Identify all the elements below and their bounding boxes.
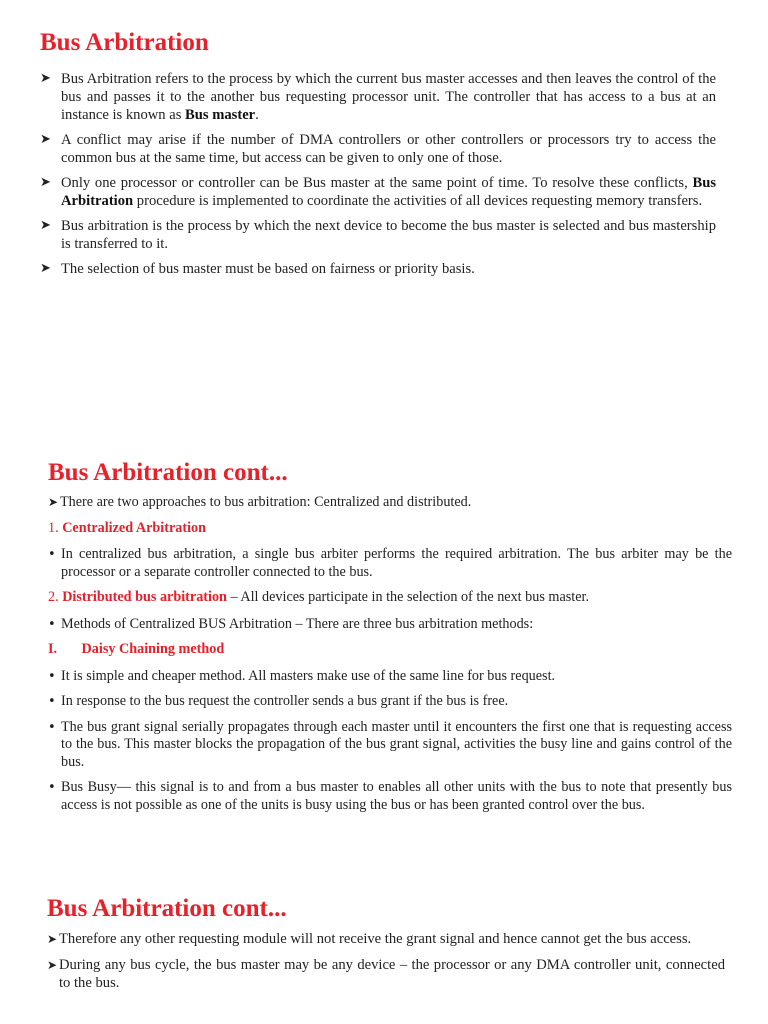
bold-term: Bus master xyxy=(185,107,256,123)
arrow-bullet-icon: ➤ xyxy=(48,495,59,509)
slide1-item-2: ➤ A conflict may arise if the number of DMA controllers or other controllers or processors try to access the common bus at the same time, but access can be given to only one of those. xyxy=(40,132,716,166)
slide3-list xyxy=(47,930,725,1000)
bold-term: Bus Arbitration xyxy=(61,175,716,209)
dot-bullet-icon: • xyxy=(48,668,56,684)
slide1-item-1: ➤ Bus Arbitration refers to the process by which the current bus master accesses and then leaves the control of the bus and passes it to the another bus requesting processor unit. The controller that has access to a bus at an instance is known as Bus master. xyxy=(40,71,716,123)
section-centralized: 1. Centralized Arbitration xyxy=(48,519,207,536)
arrow-bullet-icon: ➤ xyxy=(47,958,58,972)
list-item: • Methods of Centralized BUS Arbitration – There are three bus arbitration methods: xyxy=(48,615,534,632)
section-distributed: 2. Distributed bus arbitration – All devices participate in the selection of the next bus master. xyxy=(48,589,590,605)
arrow-bullet-icon: ➤ xyxy=(40,175,51,190)
slide2-intro: ➤ There are two approaches to bus arbitration: Centralized and distributed. xyxy=(48,494,472,510)
section-heading: Distributed bus arbitration xyxy=(62,589,227,605)
arrow-bullet-icon: ➤ xyxy=(47,932,58,946)
list-item: • It is simple and cheaper method. All masters make use of the same line for bus request. xyxy=(48,667,556,684)
slide2-list xyxy=(48,494,732,822)
dot-bullet-icon: • xyxy=(48,616,56,632)
dot-bullet-icon: • xyxy=(48,780,56,795)
list-item: • The bus grant signal serially propagates through each master until it encounters the first one that is requesting access to the bus. This master blocks the propagation of the bus grant signal, activities the busy line and gains control of the bus. xyxy=(48,718,732,770)
slide1-list xyxy=(40,70,716,285)
dot-bullet-icon: • xyxy=(48,719,56,735)
arrow-bullet-icon: ➤ xyxy=(40,132,51,147)
slide1-item-3: ➤ Only one processor or controller can be Bus master at the same point of time. To resolve these conflicts, Bus Arbitration procedure is implemented to coordinate the activities of all devices requesting memory transfers. xyxy=(40,175,716,209)
slide3-item-1: ➤ Therefore any other requesting module will not receive the grant signal and hence cannot get the bus access. xyxy=(47,931,692,947)
slide1-item-4: ➤ Bus arbitration is the process by which the next device to become the bus master is selected and bus mastership is transferred to it. xyxy=(40,218,716,252)
arrow-bullet-icon: ➤ xyxy=(40,71,51,86)
slide1-title: Bus Arbitration xyxy=(40,29,209,56)
dot-bullet-icon: • xyxy=(48,547,56,562)
slide3-title: Bus Arbitration cont... xyxy=(47,895,287,922)
list-item: • In centralized bus arbitration, a single bus arbiter performs the required arbitration. The bus arbiter may be the processor or a separate controller connected to the bus. xyxy=(48,546,732,580)
slide2-title: Bus Arbitration cont... xyxy=(48,459,288,486)
dot-bullet-icon: • xyxy=(48,694,56,709)
slide1-item-5: ➤ The selection of bus master must be based on fairness or priority basis. xyxy=(40,261,475,277)
section-daisy-chaining: I. Daisy Chaining method xyxy=(48,641,225,657)
arrow-bullet-icon: ➤ xyxy=(40,218,51,233)
section-heading: Centralized Arbitration xyxy=(62,519,207,536)
list-item: • Bus Busy— this signal is to and from a bus master to enables all other units with the bus to note that presently bus access is not possible as one of the units is busy using the bus or has been granted control over the bus. xyxy=(48,779,732,813)
section-heading: Daisy Chaining method xyxy=(81,641,225,657)
list-item: • In response to the bus request the controller sends a bus grant if the bus is free. xyxy=(48,693,509,709)
arrow-bullet-icon: ➤ xyxy=(40,261,51,276)
slide3-item-2: ➤ During any bus cycle, the bus master may be any device – the processor or any DMA controller unit, connected to the bus. xyxy=(47,957,725,991)
